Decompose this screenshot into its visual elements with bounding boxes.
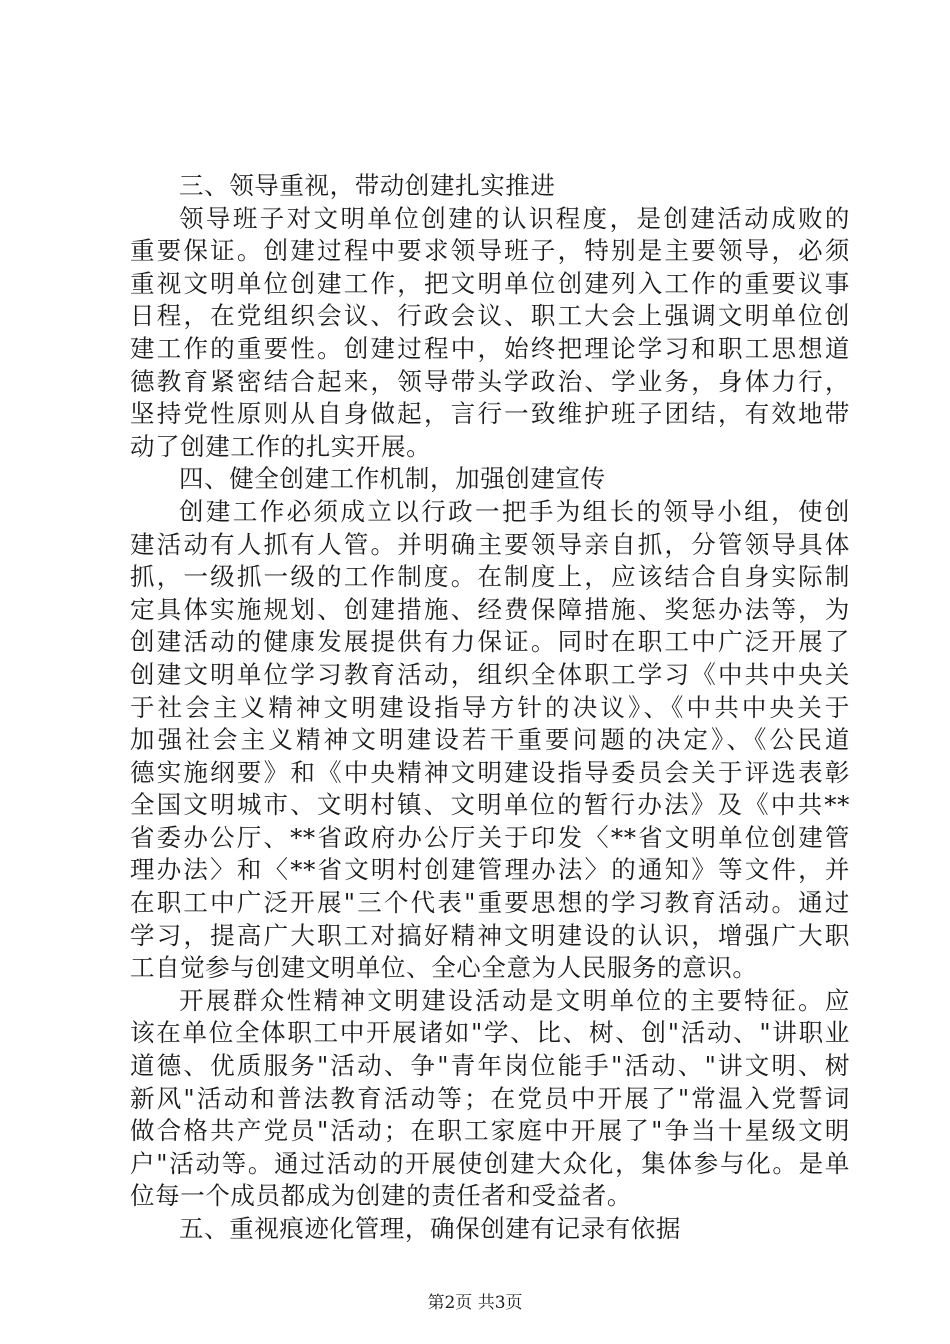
paragraph-line: 省委办公厅、**省政府办公厅关于印发〈**省文明单位创建管 xyxy=(130,822,850,852)
paragraph-line: 全国文明城市、文明村镇、文明单位的暂行办法》及《中共** xyxy=(130,790,850,820)
paragraph-line: 日程，在党组织会议、行政会议、职工大会上强调文明单位创 xyxy=(130,301,850,331)
paragraph-line: 德教育紧密结合起来，领导带头学政治、学业务，身体力行， xyxy=(130,366,850,396)
paragraph-line: 理办法〉和〈**省文明村创建管理办法〉的通知》等文件，并 xyxy=(130,855,850,885)
paragraph-line: 于社会主义精神文明建设指导方针的决议》、《中共中央关于 xyxy=(130,692,850,722)
paragraph-first-line: 五、重视痕迹化管理，确保创建有记录有依据 xyxy=(179,1214,681,1243)
paragraph-line: 坚持党性原则从自身做起，言行一致维护班子团结，有效地带 xyxy=(130,399,850,429)
paragraph-line: 动了创建工作的扎实开展。 xyxy=(130,431,432,461)
paragraph-line: 在职工中广泛开展"三个代表"重要思想的学习教育活动。通过 xyxy=(130,888,850,918)
paragraph-first-line: 开展群众性精神文明建设活动是文明单位的主要特征。应 xyxy=(179,985,850,1015)
paragraph-first-line: 领导班子对文明单位创建的认识程度，是创建活动成败的 xyxy=(179,203,850,233)
paragraph-line: 建活动有人抓有人管。并明确主要领导亲自抓，分管领导具体 xyxy=(130,529,850,559)
paragraph-line: 该在单位全体职工中开展诸如"学、比、树、创"活动、"讲职业 xyxy=(130,1018,850,1048)
page-footer: 第2页 共3页 xyxy=(427,1293,523,1313)
paragraph-line: 新风"活动和普法教育活动等；在党员中开展了"常温入党誓词 xyxy=(130,1083,850,1113)
paragraph-line: 重视文明单位创建工作，把文明单位创建列入工作的重要议事 xyxy=(130,268,850,298)
paragraph-line: 抓，一级抓一级的工作制度。在制度上，应该结合自身实际制 xyxy=(130,562,850,592)
paragraph-line: 创建活动的健康发展提供有力保证。同时在职工中广泛开展了 xyxy=(130,627,850,657)
paragraph-first-line: 四、健全创建工作机制，加强创建宣传 xyxy=(179,464,606,494)
paragraph-line: 定具体实施规划、创建措施、经费保障措施、奖惩办法等，为 xyxy=(130,594,850,624)
document-body xyxy=(130,170,850,1246)
paragraph-line: 学习，提高广大职工对搞好精神文明建设的认识，增强广大职 xyxy=(130,920,850,950)
paragraph-line: 位每一个成员都成为创建的责任者和受益者。 xyxy=(130,1181,632,1211)
paragraph-line: 建工作的重要性。创建过程中，始终把理论学习和职工思想道 xyxy=(130,333,850,363)
paragraph-line: 德实施纲要》和《中央精神文明建设指导委员会关于评选表彰 xyxy=(130,757,850,787)
paragraph-line: 重要保证。创建过程中要求领导班子，特别是主要领导，必须 xyxy=(130,236,850,266)
paragraph-line: 工自觉参与创建文明单位、全心全意为人民服务的意识。 xyxy=(130,953,758,983)
paragraph-first-line: 创建工作必须成立以行政一把手为组长的领导小组，使创 xyxy=(179,496,850,526)
paragraph-line: 道德、优质服务"活动、争"青年岗位能手"活动、"讲文明、树 xyxy=(130,1051,850,1081)
paragraph-line: 户"活动等。通过活动的开展使创建大众化，集体参与化。是单 xyxy=(130,1148,850,1178)
paragraph-line: 做合格共产党员"活动；在职工家庭中开展了"争当十星级文明 xyxy=(130,1116,850,1146)
paragraph-line: 创建文明单位学习教育活动，组织全体职工学习《中共中央关 xyxy=(130,659,850,689)
paragraph-first-line: 三、领导重视，带动创建扎实推进 xyxy=(179,171,556,200)
paragraph-line: 加强社会主义精神文明建设若干重要问题的决定》、《公民道 xyxy=(130,725,850,755)
